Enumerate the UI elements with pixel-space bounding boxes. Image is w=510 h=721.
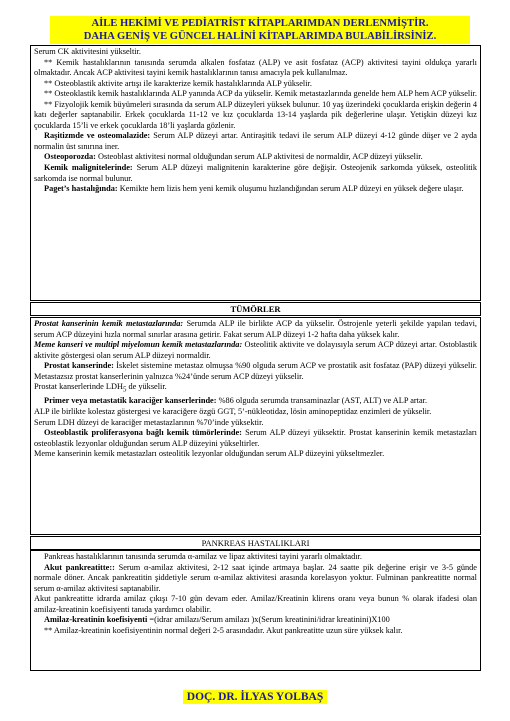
pancreas-paragraph-3: Akut pankreatitte idrarda amilaz çıkışı 7-10 gün devam eder. Amilaz/Kreatinin klirens oranı veya bunun % olarak ifadesi olan amilaz-kreatinin koefisiyenti tanıda yardımcı olabilir. (34, 594, 477, 614)
header-line-1: AİLE HEKİMİ VE PEDİATRİST KİTAPLARIMDAN DERLENMİŞTİR. (91, 18, 429, 29)
liver-cancer-heading: Primer veya metastatik karaciğer kanserlerinde: (44, 396, 217, 406)
paget-text: Kemikte hem lizis hem yeni kemik oluşumu hızlandığından serum ALP düzeyi en yüksek değere ulaşır. (117, 184, 464, 194)
tumor-paragraph-9: Meme kanserinin kemik metastazları osteolitik lezyonlar olduğundan serum ALP düzeyini yükseltmezler. (34, 449, 385, 459)
ldh-text: Prostat kanserlerinde LDH (34, 382, 123, 392)
breast-myeloma-heading: Meme kanseri ve multipl miyelomun kemik metastazlarında: (34, 340, 243, 350)
alp-paragraph-6 (34, 131, 477, 152)
bone-malignancy-text: Serum ALP düzeyi malignitenin karakterine göre değişir. Osteojenik sarkomda yüksek, osteolitik sarkomda ise normal bulunur. (34, 163, 478, 183)
amylase-creatinine-heading: Amilaz-kreatinin koefisiyenti (44, 615, 148, 625)
osteoblastic-text: Serum ALP düzeyi yüksektir. Prostat kanserinin kemik metastazları osteoblastik lezyonlar olduğundan serum ALP düzeyini yükseltirler. (34, 428, 477, 448)
tumor-paragraph-1 (34, 319, 477, 340)
pancreas-paragraph-1: Pankreas hastalıklarının tanısında serumda α-amilaz ve lipaz aktivitesi tayini yararlı olmaktadır. (44, 552, 362, 561)
liver-cancer-text: %86 olguda serumda transaminazlar (AST, ALT) ve ALP artar. (216, 396, 428, 406)
alp-paragraph-5: ** Fizyolojik kemik büyümeleri sırasında da serum ALP düzeyleri yüksek bulunur. 10 yaş üzerindeki çocuklarda erişkin değerin 4 katı değerler saptanabilir. Erkek çocuklarda 11-12 ve kız çocuklarda 13-14 yaşlarda pik değerlerine ulaşır. Yetişkin düzeyi kız çocuklarda 15’li ve erkek çocuklarda 18’li yaşlarda gözlenir. (34, 99, 477, 130)
rickets-heading: Raşitizmde ve osteomalazide: (44, 131, 151, 141)
acute-pancreatitis-heading: Akut pankreatitte:: (44, 562, 115, 572)
prostate-cancer-heading: Prostat kanserinde: (44, 361, 114, 371)
ldh-text-end: de yükselir. (126, 382, 167, 392)
prostate-metastasis-text: Serumda ALP ile birlikte ACP da yükselir. Östrojenle yeterli şekilde yapılan tedavi, serum ACP düzeyini hızla normal sınırlar arasına getirir. Fakat serum ALP düzeyi 1-2 hafta daha yüksek kalır. (34, 319, 477, 339)
prostate-metastasis-heading: Prostat kanserinin kemik metastazlarında: (34, 319, 184, 328)
document-header-banner (50, 16, 470, 44)
tumor-paragraph-5 (34, 396, 477, 407)
alp-paragraph-8 (34, 163, 477, 184)
author-name: DOÇ. DR. İLYAS YOLBAŞ (183, 690, 327, 704)
osteoporosis-text: Osteoblast aktivitesi normal olduğundan serum ALP aktivitesi de normaldir, ACP düzeyi yükselir. (95, 152, 423, 162)
tumor-paragraph-8 (34, 428, 477, 449)
tumor-paragraph-4 (34, 382, 477, 396)
osteoporosis-heading: Osteoporozda: (44, 152, 96, 162)
prostate-cancer-text: İskelet sistemine metastaz olmuşsa %90 olguda serum ACP ve prostatik asit fosfataz (PAP) düzeyi yükselir. Metastazsız prostat kanserlerinin yalnızca %24’ünde serum ACP düzeyi yükselir. (34, 361, 477, 381)
tumor-paragraph-7: Serum LDH düzeyi de karaciğer metastazlarının %70’inde yüksektir. (34, 417, 264, 427)
tumor-section-box (30, 317, 481, 535)
tumor-section-title: TÜMÖRLER (30, 302, 481, 316)
amylase-creatinine-formula: =(idrar amilazı/Serum amilazı )x(Serum kreatinini/idrar kreatinini)X100 (147, 615, 390, 625)
tumor-paragraph-6: ALP ile birlikte kolestaz göstergesi ve karaciğere özgü GGT, 5’-nükleotidaz, lösin aminopeptidaz enzimleri de yükselir. (34, 407, 432, 417)
pancreas-paragraph-2 (34, 563, 477, 595)
ldh-subscript: 5 (122, 386, 127, 394)
tumor-paragraph-3 (34, 361, 477, 382)
alp-paragraph-1: Serum CK aktivitesini yükseltir. (34, 47, 141, 56)
acute-pancreatitis-text: Serum α-amilaz aktivitesi, 2-12 saat içinde artmaya başlar. 24 saatte pik değerine erişir ve 3-5 günde normale döner. Ancak pankreatitin şiddetiyle serum α-amilaz aktivitesi arasında korelasyon yoktur. Fulminan pankreatitte normal serum α-amilaz aktivitesi saptanabilir. (34, 562, 477, 593)
breast-myeloma-text: Osteolitik aktivite ve dolayısıyla serum ACP düzeyi artar. Ostoblastik aktivite göstergesi olan serum ALP düzeyi normaldir. (34, 340, 477, 360)
pancreas-paragraph-4 (34, 615, 477, 626)
alp-section-box (30, 45, 481, 301)
alp-paragraph-7 (34, 152, 477, 163)
alp-paragraph-3: ** Osteoblastik aktivite artışı ile karakterize kemik hastalıklarında ALP yükselir. (44, 78, 312, 88)
rickets-text: Serum ALP düzeyi artar. Antiraşitik tedavi ile serum ALP düzeyi 4-12 günde düşer ve 2 ayda normalin üst sınırına iner. (34, 131, 477, 151)
pancreas-section-title: PANKREAS HASTALIKLARI (30, 536, 481, 550)
bone-malignancy-heading: Kemik malignitelerinde: (44, 163, 133, 173)
osteoblastic-heading: Osteoblastik proliferasyona bağlı kemik tümörlerinde: (44, 428, 242, 438)
alp-paragraph-4: ** Osteoklastik kemik hastalıklarında ALP yanında ACP da yükselir. Kemik metastazlarında genelde hem ALP hem ACP yükselir. (44, 89, 477, 99)
alp-paragraph-2: ** Kemik hastalıklarının tanısında serumda alkalen fosfataz (ALP) ve asit fosfataz (ACP) aktivitesi tayini oldukça yararlı olmaktadır. Ancak ACP aktivitesi tayini kemik hastalıklarının tanısı amacıyla pek kullanılmaz. (34, 57, 477, 78)
pancreas-section-box (30, 550, 481, 671)
alp-paragraph-9 (34, 184, 477, 195)
paget-heading: Paget’s hastalığında: (44, 184, 118, 194)
header-line-2: DAHA GENİŞ VE GÜNCEL HALİNİ KİTAPLARIMDA BULABİLİRSİNİZ. (83, 31, 437, 42)
tumor-paragraph-2 (34, 340, 477, 361)
footer (0, 687, 510, 705)
pancreas-paragraph-5: ** Amilaz-kreatinin koefisiyentinin normal değeri 2-5 arasındadır. Akut pankreatitte uzun süre yüksek kalır. (44, 625, 403, 635)
